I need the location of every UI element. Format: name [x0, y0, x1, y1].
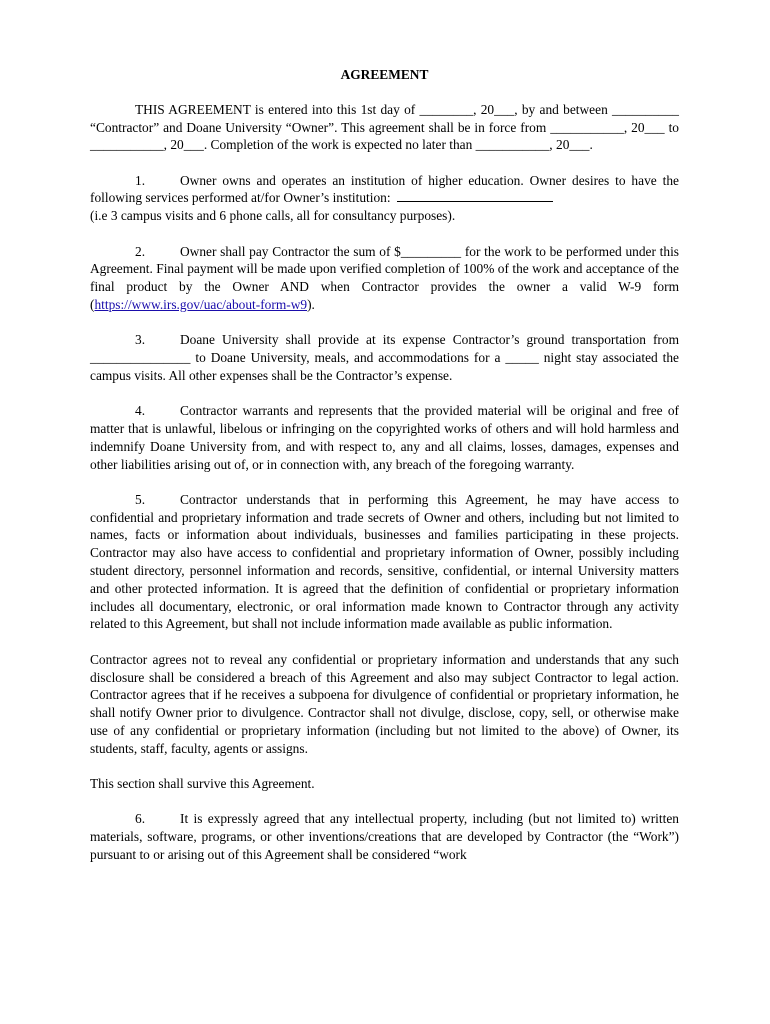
irs-w9-link[interactable]: https://www.irs.gov/uac/about-form-w9	[94, 296, 308, 312]
intro-paragraph: THIS AGREEMENT is entered into this 1st day of ________, 20___, by and between __________ “Contractor” and Doane University “Owner”. This agreement shall be in force from ___________, 20___ to ___________, 20___. Completion of the work is expected no later than ___________, 20___.	[90, 101, 679, 153]
section-text: Owner shall pay Contractor the sum of $_________ for the work to be performed under this Agreement. Final payment will be made upon verified completion of 100% of the work and acceptance of the final product by the Owner AND when Contractor provides the owner a valid W-9 form (	[90, 243, 679, 312]
section-number: 1.	[135, 172, 146, 188]
section-4	[90, 402, 679, 473]
section-3	[90, 331, 679, 384]
section-number: 6.	[135, 811, 146, 827]
section-text: It is expressly agreed that any intellectual property, including (but not limited to) written materials, software, programs, or other inventions/creations that are developed by Contractor (the “Work”) pursuant to or arising out of this Agreement shall be considered “work	[90, 811, 679, 862]
section-2	[90, 243, 679, 314]
section-text: Contractor warrants and represents that the provided material will be original and free of matter that is unlawful, libelous or infringing on the copyrighted works of others and will hold harmless and indemnify Doane University from, and with respect to, any and all claims, losses, damages, expenses and other liabilities arising out of, or in connection with, any breach of the foregoing warranty.	[90, 403, 679, 472]
section-number: 2.	[135, 243, 146, 259]
section-text-end: ).	[307, 296, 315, 312]
section-number: 4.	[135, 403, 146, 419]
section-text: Contractor understands that in performing this Agreement, he may have access to confidential and proprietary information and trade secrets of Owner and others, including but not limited to names, facts or information about individuals, businesses and families participating in these projects. Contractor may also have access to confidential and proprietary information of Owner, possibly including student directory, personnel information and records, sensitive, confidential, or internal University matters and other protected information. It is agreed that the definition of confidential or proprietary information includes all documentary, electronic, or oral information made known to Contractor through any activity related to this Agreement, but shall not include information made available as public information.	[90, 491, 679, 632]
section-6	[90, 810, 679, 863]
section-number: 3.	[135, 332, 146, 348]
section-text: Doane University shall provide at its expense Contractor’s ground transportation from _______________ to Doane University, meals, and accommodations for a _____ night stay associated the campus visits. All other expenses shall be the Contractor’s expense.	[90, 332, 679, 383]
document-title: AGREEMENT	[340, 67, 429, 82]
section-5	[90, 491, 679, 633]
services-blank-field	[397, 189, 553, 202]
section-text: Owner owns and operates an institution of higher education. Owner desires to have the following services performed at/for Owner’s institution:	[90, 172, 679, 206]
section-text-continued: (i.e 3 campus visits and 6 phone calls, all for consultancy purposes).	[90, 208, 456, 224]
section-number: 5.	[135, 491, 146, 507]
agreement-document	[90, 66, 679, 881]
survival-paragraph: This section shall survive this Agreement.	[90, 776, 315, 791]
section-1	[90, 172, 679, 225]
confidentiality-paragraph: Contractor agrees not to reveal any confidential or proprietary information and understands that any such disclosure shall be considered a breach of this Agreement and also may subject Contractor to legal action. Contractor agrees that if he receives a subpoena for divulgence of confidential or proprietary information, he shall notify Owner prior to divulgence. Contractor shall not divulge, disclose, copy, sell, or otherwise make use of any confidential or proprietary information (including but not limited to the above) of Owner, its students, staff, faculty, agents or assigns.	[90, 651, 679, 756]
